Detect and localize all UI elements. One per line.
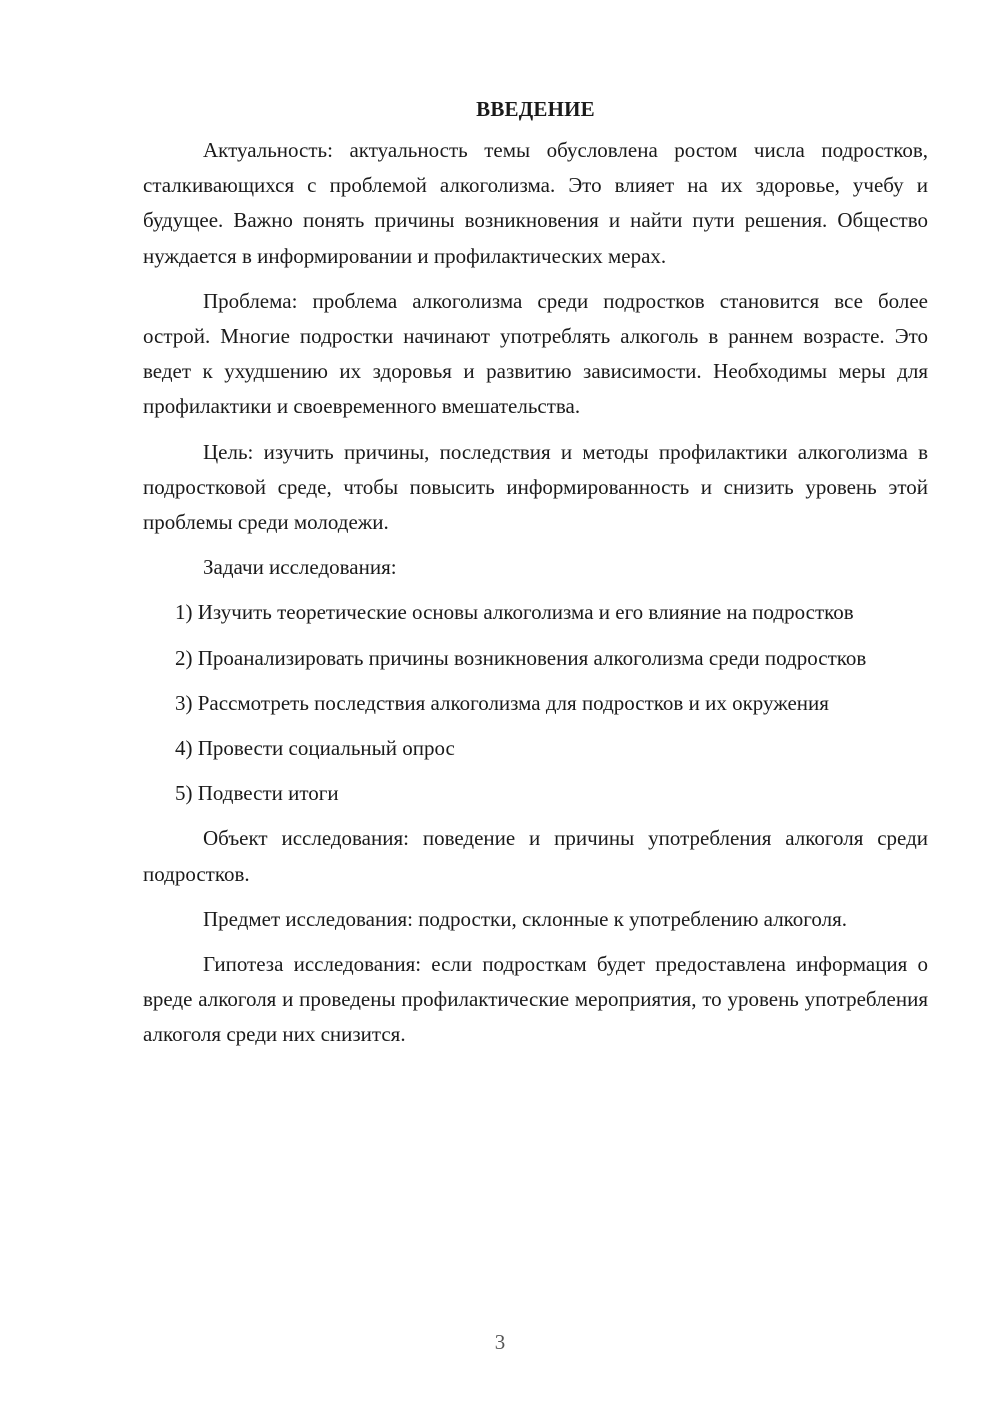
paragraph-goal: Цель: изучить причины, последствия и методы профилактики алкоголизма в подростковой среде, чтобы повысить информированность и снизить уровень этой проблемы среди молодежи.: [143, 439, 928, 535]
document-page: [143, 92, 928, 1053]
paragraph-object: Объект исследования: поведение и причины употребления алкоголя среди подростков.: [143, 826, 928, 886]
paragraph-problem: Проблема: проблема алкоголизма среди подростков становится все более острой. Многие подростки начинают употреблять алкоголь в раннем возрасте. Это ведет к ухудшению их здоровья и развитию зависимости. Необходимы меры для профилактики и своевременного вмешательства.: [143, 288, 928, 419]
task-item: 1) Изучить теоретические основы алкоголизма и его влияние на подростков: [175, 600, 854, 625]
paragraph-subject: Предмет исследования: подростки, склонные к употреблению алкоголя.: [203, 906, 848, 931]
task-item: 3) Рассмотреть последствия алкоголизма для подростков и их окружения: [175, 690, 829, 715]
task-item: 2) Проанализировать причины возникновения алкоголизма среди подростков: [175, 645, 867, 670]
section-title: ВВЕДЕНИЕ: [476, 97, 595, 121]
task-item: 4) Провести социальный опрос: [175, 736, 455, 761]
tasks-heading: Задачи исследования:: [203, 555, 397, 580]
page-number: 3: [494, 1330, 506, 1354]
paragraph-hypothesis: Гипотеза исследования: если подросткам будет предоставлена информация о вреде алкоголя и проведены профилактические мероприятия, то уровень употребления алкоголя среди них снизится.: [143, 952, 928, 1047]
task-item: 5) Подвести итоги: [175, 781, 339, 806]
paragraph-relevance: Актуальность: актуальность темы обусловлена ростом числа подростков, сталкивающихся с проблемой алкоголизма. Это влияет на их здоровье, учебу и будущее. Важно понять причины возникновения и найти пути решения. Общество нуждается в информировании и профилактических мерах.: [143, 138, 928, 268]
